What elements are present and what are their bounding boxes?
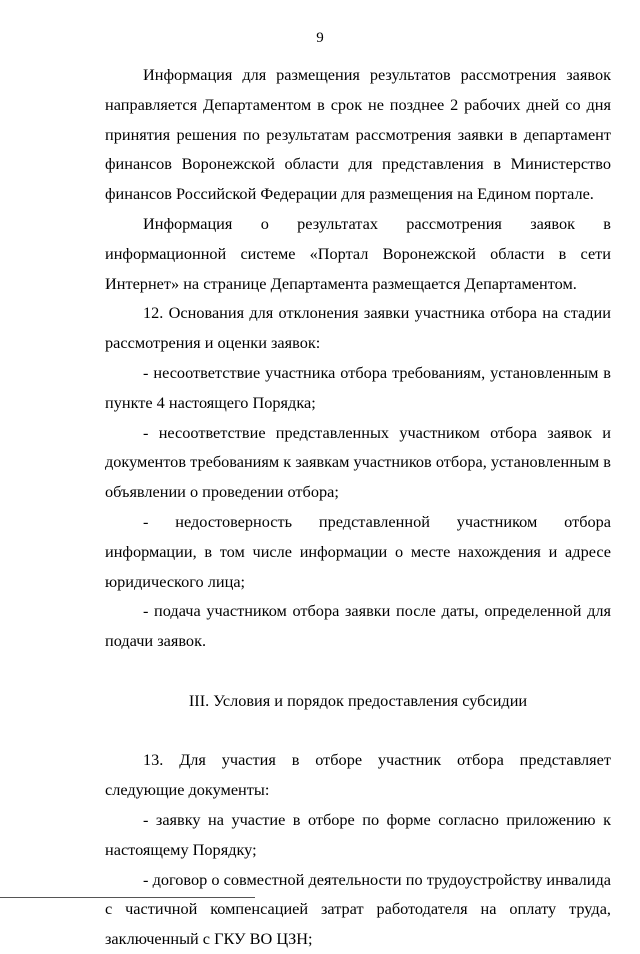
page-number: 9 (316, 30, 324, 46)
spacer (105, 656, 611, 686)
list-item-rejection-3: - недостоверность представленной участником отбора информации, в том числе информации о месте нахождения и адресе юридического лица; (105, 511, 611, 591)
paragraph-info-placement: Информация для размещения результатов рассмотрения заявок направляется Департаментом в срок не позднее 2 рабочих дней со дня принятия решения по результатам рассмотрения заявки в департамент финансов Воронежской области для представления в Министерство финансов Российской Федерации для размещения на Едином портале. (105, 65, 611, 204)
footer-divider (0, 897, 255, 898)
list-item-rejection-1: - несоответствие участника отбора требованиям, установленным в пункте 4 настоящего Порядка; (105, 362, 611, 412)
spacer (105, 716, 611, 746)
list-item-rejection-4: - подача участником отбора заявки после даты, определенной для подачи заявок. (105, 601, 611, 651)
list-item-document-2: - договор о совместной деятельности по трудоустройству инвалида с частичной компенсацией затрат работодателя на оплату труда, заключенный с ГКУ ВО ЦЗН; (105, 869, 611, 949)
paragraph-clause-12: 12. Основания для отклонения заявки участника отбора на стадии рассмотрения и оценки заявок: (105, 303, 611, 353)
paragraph-info-portal: Информация о результатах рассмотрения заявок в информационной системе «Портал Воронежской области в сети Интернет» на странице Департамента размещается Департаментом. (105, 213, 611, 293)
document-body (105, 60, 611, 954)
section-heading: III. Условия и порядок предоставления субсидии (188, 690, 528, 710)
list-item-document-1: - заявку на участие в отборе по форме согласно приложению к настоящему Порядку; (105, 809, 611, 859)
list-item-rejection-2: - несоответствие представленных участником отбора заявок и документов требованиям к заявкам участников отбора, установленным в объявлении о проведении отбора; (105, 422, 611, 502)
paragraph-clause-13: 13. Для участия в отборе участник отбора представляет следующие документы: (105, 750, 611, 800)
